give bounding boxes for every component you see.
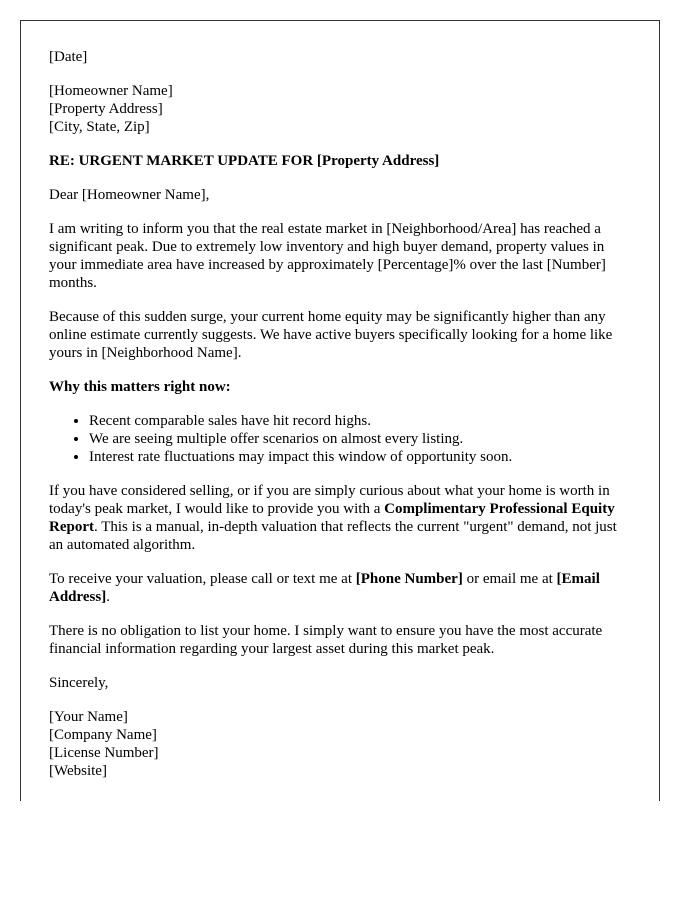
sender-name: [Your Name]: [49, 709, 128, 725]
offer-report-name: Complimentary Professional Equity Report: [49, 501, 615, 535]
why-heading: [49, 378, 627, 396]
contact-text-middle: or email me at: [462, 571, 557, 587]
paragraph-equity: Because of this sudden surge, your current home equity may be significantly higher than any online estimate currently suggests. We have active buyers specifically looking for a home like yours in [Neighborhood Name].: [49, 309, 613, 361]
email-address: [Email Address]: [49, 571, 600, 605]
offer-text-end: . This is a manual, in-depth valuation that reflects the current "urgent" demand, not just an automated algorithm.: [49, 519, 617, 553]
letter-page: [20, 20, 660, 801]
contact-text: To receive your valuation, please call or text me at: [49, 571, 356, 587]
closing: Sincerely,: [49, 675, 109, 691]
list-item: • Recent comparable sales have hit record highs.: [89, 412, 627, 430]
reasons-list: [49, 412, 627, 466]
signature-block: [49, 708, 627, 780]
company-name: [Company Name]: [49, 727, 157, 743]
contact-text-end: .: [106, 589, 110, 605]
offer-text: If you have considered selling, or if you are simply curious about what your home is worth in today's peak market, I would like to provide you with a: [49, 483, 610, 517]
website: [Website]: [49, 763, 107, 779]
list-item: • We are seeing multiple offer scenarios on almost every listing.: [89, 430, 627, 448]
paragraph-contact: [49, 570, 627, 606]
why-heading-text: Why this matters right now:: [49, 379, 231, 395]
paragraph-market-peak: I am writing to inform you that the real estate market in [Neighborhood/Area] has reached a significant peak. Due to extremely low inventory and high buyer demand, property values in your immediate area have increased by approximately [Percentage]% over the last [Number] months.: [49, 221, 606, 291]
license-number: [License Number]: [49, 745, 159, 761]
city-state-zip: [City, State, Zip]: [49, 119, 150, 135]
paragraph-offer: [49, 482, 627, 554]
paragraph-no-obligation: There is no obligation to list your home. I simply want to ensure you have the most accurate financial information regarding your largest asset during this market peak.: [49, 623, 603, 657]
property-address: [Property Address]: [49, 101, 163, 117]
list-item: • Interest rate fluctuations may impact this window of opportunity soon.: [89, 448, 627, 466]
subject-text: RE: URGENT MARKET UPDATE FOR [Property Address]: [49, 153, 440, 169]
phone-number: [Phone Number]: [355, 571, 463, 587]
salutation: Dear [Homeowner Name],: [49, 187, 210, 203]
recipient-name: [Homeowner Name]: [49, 83, 173, 99]
subject-line: [49, 152, 627, 170]
recipient-address: [49, 82, 627, 136]
date: [Date]: [49, 49, 88, 65]
